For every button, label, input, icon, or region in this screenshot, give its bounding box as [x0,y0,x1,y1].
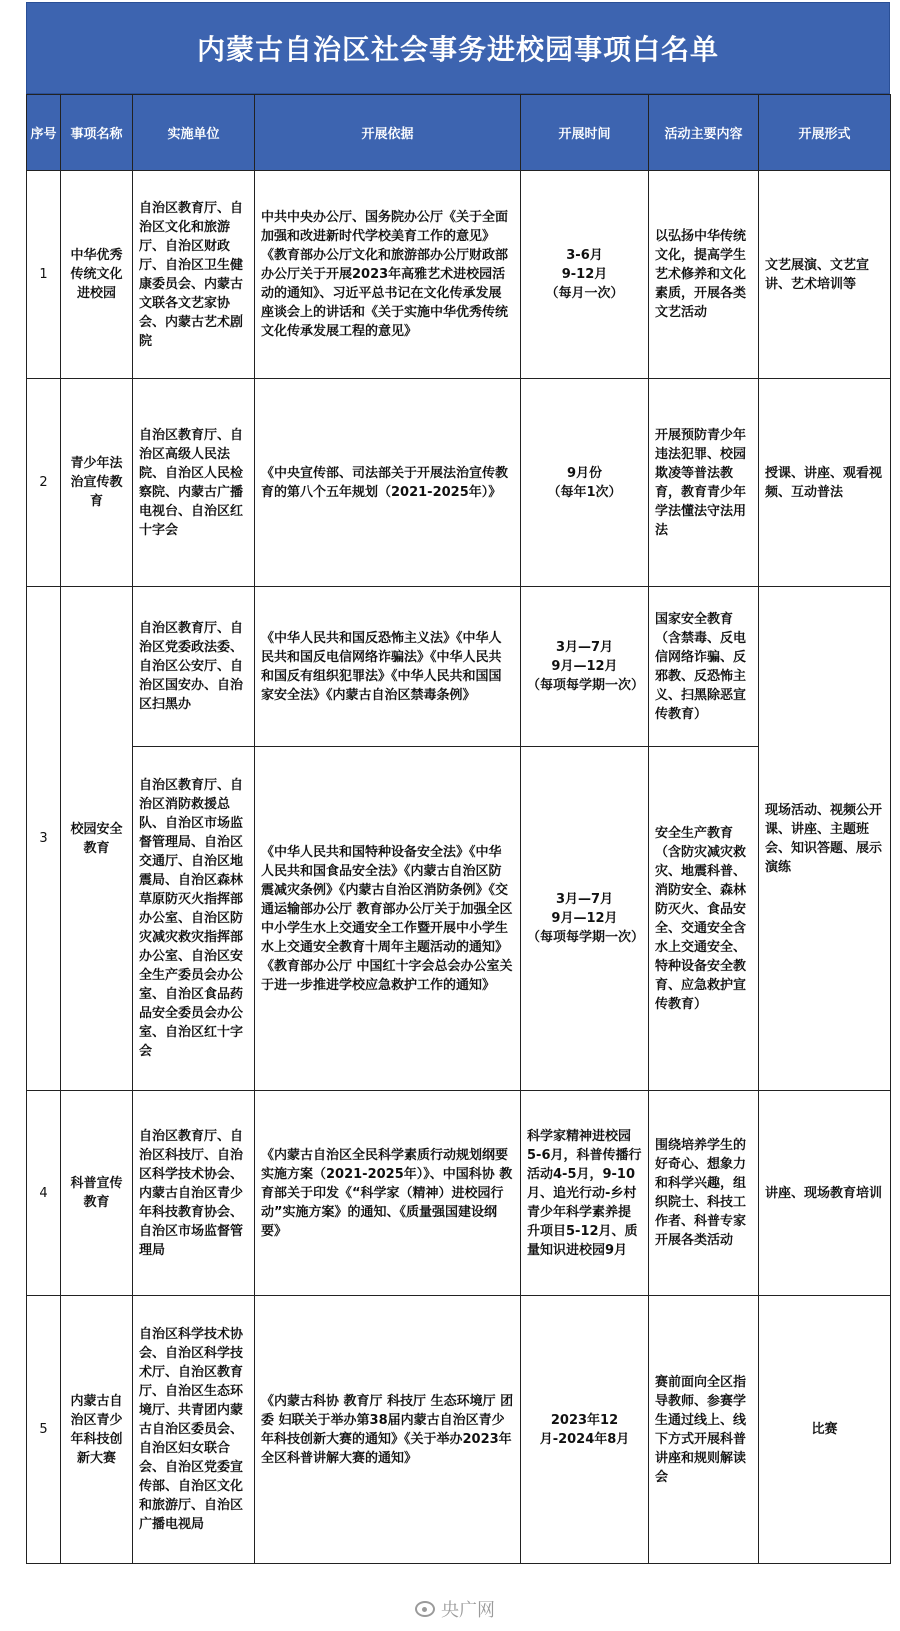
row-content: 围绕培养学生的好奇心、想象力和科学兴趣，组织院士、科技工作者、科普专家开展各类活动 [649,1091,759,1296]
row-name: 科普宣传教育 [61,1091,133,1296]
watermark [415,1596,495,1622]
header-basis: 开展依据 [255,95,521,171]
header-name: 事项名称 [61,95,133,171]
row-name: 青少年法治宣传教育 [61,379,133,587]
row-name: 中华优秀传统文化进校园 [61,171,133,379]
row-unit: 自治区教育厅、自治区高级人民法院、自治区人民检察院、内蒙古广播电视台、自治区红十字会 [133,379,255,587]
row-form: 授课、讲座、观看视频、互动普法 [759,379,891,587]
row-no: 3 [27,587,61,1091]
row-time: 科学家精神进校园5-6月，科普传播行活动4-5月，9-10月、追光行动-乡村青少年科学素养提升项目5-12月、质量知识进校园9月 [521,1091,649,1296]
row-name: 校园安全教育 [61,587,133,1091]
row-no: 4 [27,1091,61,1296]
row-unit: 自治区教育厅、自治区党委政法委、自治区公安厅、自治区国安办、自治区扫黑办 [133,587,255,747]
header-no: 序号 [27,95,61,171]
row-content: 开展预防青少年违法犯罪、校园欺凌等普法教育，教育青少年学法懂法守法用法 [649,379,759,587]
table-row [27,379,891,587]
row-time: 3-6月 9-12月 （每月一次） [521,171,649,379]
header-time: 开展时间 [521,95,649,171]
row-form: 文艺展演、文艺宣讲、艺术培训等 [759,171,891,379]
row-form: 讲座、现场教育培训 [759,1091,891,1296]
row-basis: 《中华人民共和国反恐怖主义法》《中华人民共和国反电信网络诈骗法》《中华人民共和国反有组织犯罪法》《中华人民共和国国家安全法》《内蒙古自治区禁毒条例》 [255,587,521,747]
weibo-icon [415,1601,435,1617]
page-title: 内蒙古自治区社会事务进校园事项白名单 [26,2,890,94]
table-row [27,171,891,379]
watermark-text: 央广网 [441,1600,495,1621]
row-time: 3月—7月 9月—12月 （每项每学期一次） [521,587,649,747]
row-basis: 中共中央办公厅、国务院办公厅《关于全面加强和改进新时代学校美育工作的意见》《教育部办公厅文化和旅游部办公厅财政部办公厅关于开展2023年高雅艺术进校园活动的通知》、习近平总书记在文化传承发展座谈会上的讲话和《关于实施中华优秀传统文化传承发展工程的意见》 [255,171,521,379]
row-no: 1 [27,171,61,379]
row-basis: 《内蒙古自治区全民科学素质行动规划纲要实施方案（2021-2025年）》、中国科协 教育部关于印发《“科学家（精神）进校园行动”实施方案》的通知、《质量强国建设纲要》 [255,1091,521,1296]
row-content: 国家安全教育（含禁毒、反电信网络诈骗、反邪教、反恐怖主义、扫黑除恶宣传教育） [649,587,759,747]
row-no: 2 [27,379,61,587]
header-form: 开展形式 [759,95,891,171]
whitelist-table [26,94,891,1564]
row-unit: 自治区教育厅、自治区文化和旅游厅、自治区财政厅、自治区卫生健康委员会、内蒙古文联各文艺家协会、内蒙古艺术剧院 [133,171,255,379]
table-row [27,1091,891,1296]
subrow-unit: 自治区教育厅、自治区消防救援总队、自治区市场监督管理局、自治区交通厅、自治区地震局、自治区森林草原防灭火指挥部办公室、自治区防灾减灾救灾指挥部办公室、自治区安全生产委员会办公室、自治区食品药品安全委员会办公室、自治区红十字会 [133,747,255,1091]
row-basis: 《中央宣传部、司法部关于开展法治宣传教育的第八个五年规划（2021-2025年）》 [255,379,521,587]
row-content: 赛前面向全区指导教师、参赛学生通过线上、线下方式开展科普讲座和规则解读会 [649,1296,759,1564]
table-row [27,587,891,747]
subrow-basis: 《中华人民共和国特种设备安全法》《中华人民共和国食品安全法》《内蒙古自治区防震减灾条例》《内蒙古自治区消防条例》《交通运输部办公厅 教育部办公厅关于加强全区中小学生水上交通安全工作暨开展中小学生水上交通安全教育十周年主题活动的通知》《教育部办公厅 中国红十字会总会办公室关于进一步推进学校应急救护工作的通知》 [255,747,521,1091]
row-no: 5 [27,1296,61,1564]
row-name: 内蒙古自治区青少年科技创新大赛 [61,1296,133,1564]
subrow-time: 3月—7月 9月—12月 （每项每学期一次） [521,747,649,1091]
row-form: 比赛 [759,1296,891,1564]
table-header-row [27,95,891,171]
row-unit: 自治区教育厅、自治区科技厅、自治区科学技术协会、内蒙古自治区青少年科技教育协会、自治区市场监督管理局 [133,1091,255,1296]
table-row [27,1296,891,1564]
subrow-content: 安全生产教育（含防灾减灾救灾、地震科普、消防安全、森林防灭火、食品安全、交通安全含水上交通安全、特种设备安全教育、应急救护宣传教育） [649,747,759,1091]
row-basis: 《内蒙古科协 教育厅 科技厅 生态环境厅 团委 妇联关于举办第38届内蒙古自治区青少年科技创新大赛的通知》《关于举办2023年全区科普讲解大赛的通知》 [255,1296,521,1564]
row-time: 9月份 （每年1次） [521,379,649,587]
row-content: 以弘扬中华传统文化，提高学生艺术修养和文化素质，开展各类文艺活动 [649,171,759,379]
row-unit: 自治区科学技术协会、自治区科学技术厅、自治区教育厅、自治区生态环境厅、共青团内蒙古自治区委员会、自治区妇女联合会、自治区党委宣传部、自治区文化和旅游厅、自治区广播电视局 [133,1296,255,1564]
row-form: 现场活动、视频公开课、讲座、主题班会、知识答题、展示演练 [759,587,891,1091]
row-time: 2023年12月-2024年8月 [521,1296,649,1564]
header-content: 活动主要内容 [649,95,759,171]
header-unit: 实施单位 [133,95,255,171]
